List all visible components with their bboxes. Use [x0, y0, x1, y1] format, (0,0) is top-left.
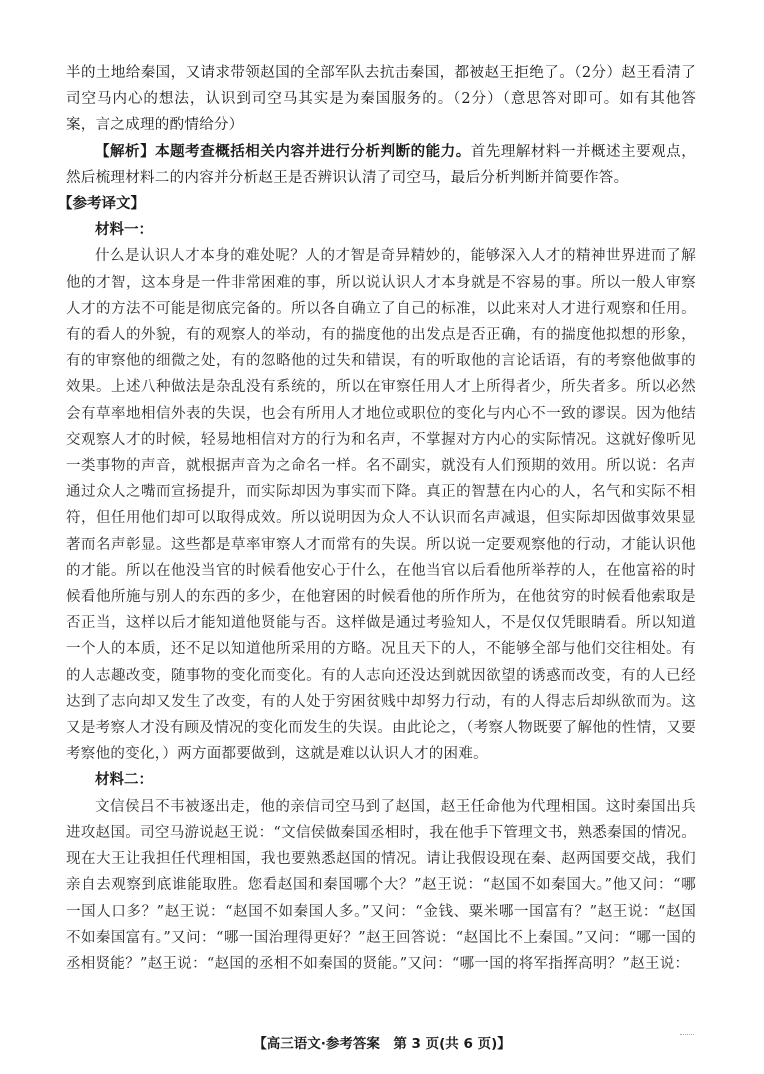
- analysis-paragraph: [66, 139, 696, 191]
- material2-title: 材料二：: [95, 771, 153, 789]
- page-content: [58, 60, 696, 977]
- analysis-label: 【解析】: [95, 142, 156, 160]
- answer-tail-paragraph: 半的土地给秦国，又请求带领赵国的全部军队去抗击秦国，都被赵王拒绝了。（2分）赵王看清了司空马内心的想法，认识到司空马其实是为秦国服务的。（2分）（意思答对即可。如有其他答案，言之成理的酌情给分）: [66, 65, 696, 134]
- analysis-text: 首先理解材料一并概述主要观点，然后梳理材料二的内容并分析赵王是否辨识认清了司空马，最后分析判断并简要作答。: [66, 143, 696, 186]
- analysis-bold-text: 本题考查概括相关内容并进行分析判断的能力。: [155, 142, 471, 160]
- page-footer: 【高三语文·参考答案 第 3 页(共 6 页)】: [253, 1036, 511, 1052]
- corner-mark: [680, 1034, 694, 1037]
- material2-text: 文信侯吕不韦被逐出走，他的亲信司空马到了赵国，赵王任命他为代理相国。这时秦国出兵进攻赵国。司空马游说赵王说：“文信侯做秦国丞相时，我在他手下管理文书，熟悉秦国的情况。现在大王让我担任代理相国，我也要熟悉赵国的情况。请让我假设现在秦、赵两国要交战，我们亲自去观察到底谁能取胜。您看赵国和秦国哪个大？”赵王说：“赵国不如秦国大。”他又问：“哪一国人口多？”赵王说：“赵国不如秦国人多。”又问：“金钱、粟米哪一国富有？”赵王说：“赵国不如秦国富有。”又问：“哪一国治理得更好？”赵王回答说：“赵国比不上秦国。”又问：“哪一国的丞相贤能？”赵王说：“赵国的丞相不如秦国的贤能。”又问：“哪一国的将军指挥高明？”赵王说：: [66, 798, 696, 972]
- translation-heading: 【参考译文】: [58, 195, 145, 213]
- material1-title: 材料一：: [95, 221, 153, 239]
- material1-text: 什么是认识人才本身的难处呢？人的才智是奇异精妙的，能够深入人才的精神世界进而了解他的才智，这本身是一件非常困难的事，所以说认识人才本身就是不容易的事。所以一般人审察人才的方法不可能是彻底完备的。所以各自确立了自己的标准，以此来对人才进行观察和任用。有的看人的外貌，有的观察人的举动，有的揣度他的出发点是否正确，有的揣度他拟想的形象，有的审察他的细微之处，有的忽略他的过失和错误，有的听取他的言论话语，有的考察他做事的效果。上述八种做法是杂乱没有系统的，所以在审察任用人才上所得者少，所失者多。所以必然会有草率地相信外表的失误，也会有所用人才地位或职位的变化与内心不一致的谬误。因为他结交观察人才的时候，轻易地相信对方的行为和名声，不掌握对方内心的实际情况。这就好像听见一类事物的声音，就根据声音为之命名一样。名不副实，就没有人们预期的效用。所以说：名声通过众人之嘴而宣扬提升，而实际却因为事实而下降。真正的智慧在内心的人，名气和实际不相符，但任用他们却可以取得成效。所以说明因为众人不认识而名声减退，但实际却因做事效果显著而名声彰显。这些都是草率审察人才而常有的失误。所以说一定要观察他的行动，才能认识他的才能。所以在他没当官的时候看他安心于什么，在他当官以后看他所举荐的人，在他富裕的时候看他所施与别人的东西的多少，在他窘困的时候看他的所作所为，在他贫穷的时候看他索取是否正当，这样以后才能知道他贤能与否。这样做是通过考验知人，不是仅仅凭眼睛看。所以知道一个人的本质，还不足以知道他所采用的方略。况且天下的人，不能够全部与他们交往相处。有的人志趣改变，随事物的变化而变化。有的人志向还没达到就因欲望的诱惑而改变，有的人已经达到了志向却又发生了改变，有的人处于穷困贫贱中却努力行动，有的人得志后却纵欲而为。这又是考察人才没有顾及情况的变化而发生的失误。由此论之，（考察人物既要了解他的性情，又要考察他的变化，）两方面都要做到，这就是难以认识人才的困难。: [66, 248, 696, 763]
